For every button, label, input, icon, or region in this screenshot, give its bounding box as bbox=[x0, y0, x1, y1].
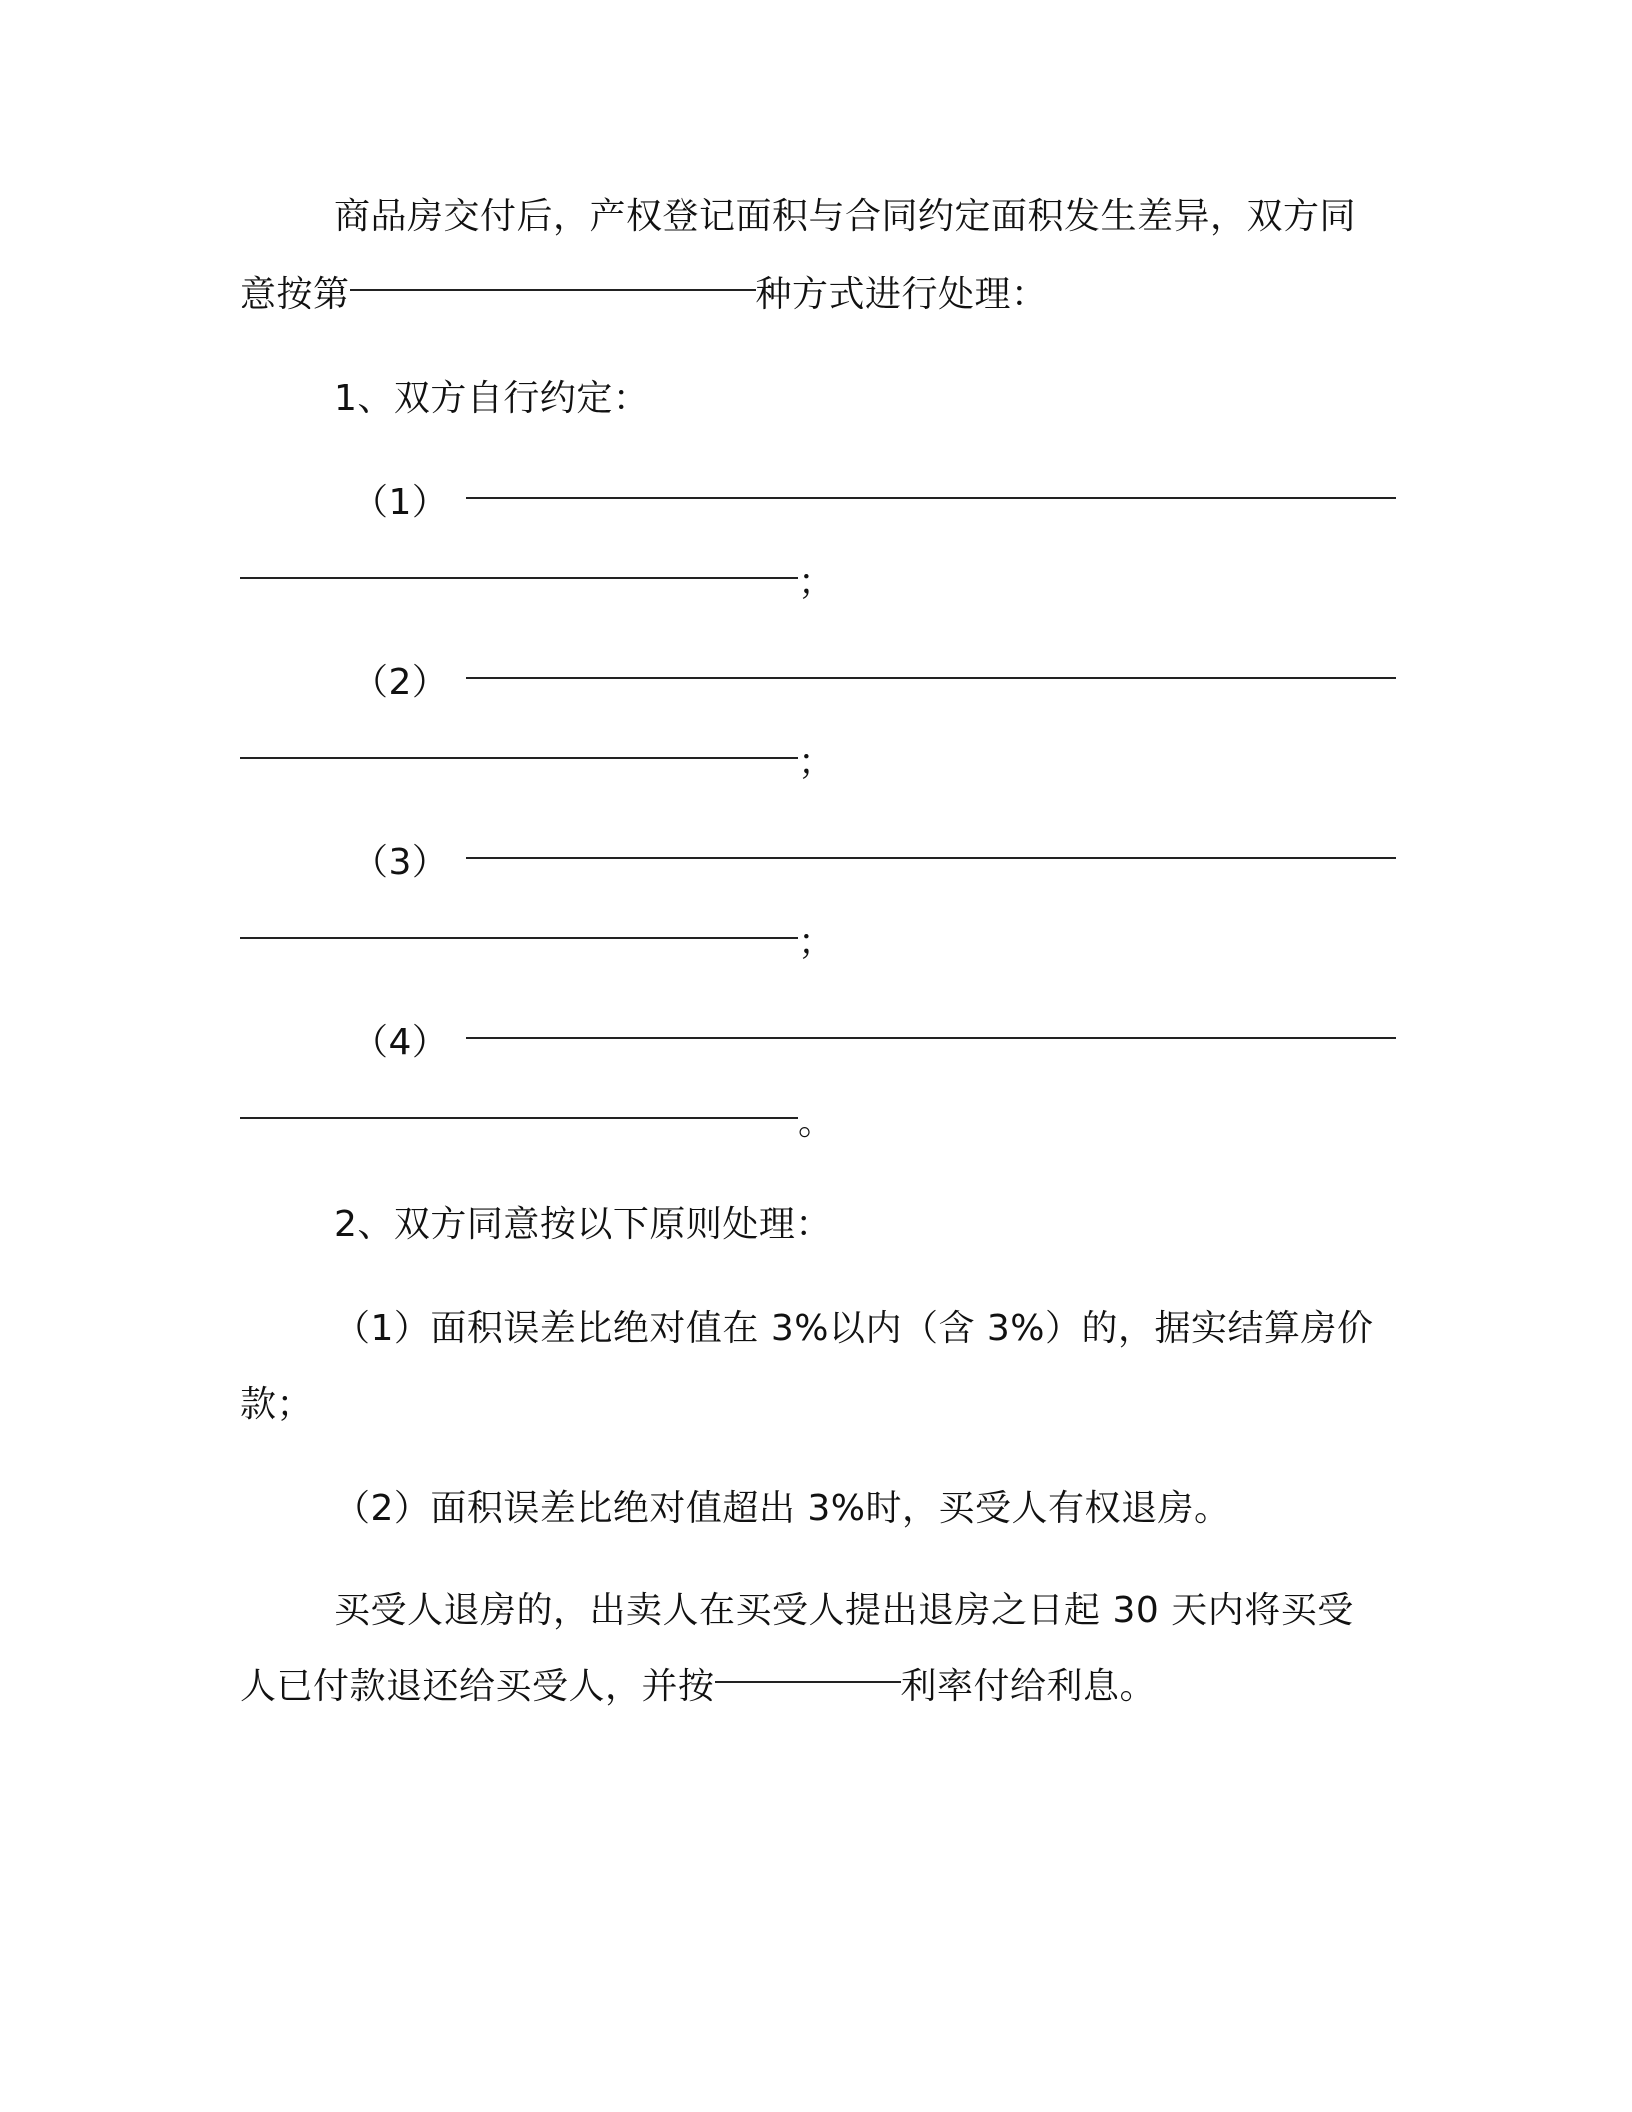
agreement-item-3 bbox=[352, 824, 1396, 902]
method-choice-blank[interactable] bbox=[350, 289, 756, 291]
agreement-item-1 bbox=[352, 464, 1396, 542]
agreement-item-3-end: ； bbox=[798, 922, 835, 963]
refund-line-2 bbox=[240, 1648, 1156, 1726]
refund-line-1 bbox=[334, 1572, 1354, 1650]
intro-text-1: 商品房交付后，产权登记面积与合同约定面积发生差异，双方同 bbox=[334, 196, 1357, 237]
principle-item-1-text: （1）面积误差比绝对值在 3%以内（含 3%）的，据实结算房价 bbox=[334, 1308, 1374, 1349]
intro-line-2 bbox=[240, 256, 1048, 334]
agreement-item-1-label: （1） bbox=[352, 482, 449, 523]
principle-item-1-text-cont: 款； bbox=[240, 1384, 314, 1425]
section2-heading-text: 2、双方同意按以下原则处理： bbox=[334, 1204, 832, 1245]
agreement-item-1-blank-cont[interactable] bbox=[240, 577, 798, 579]
agreement-item-4 bbox=[352, 1004, 1396, 1082]
agreement-item-1-cont bbox=[240, 544, 835, 622]
intro-text-2-pre: 意按第 bbox=[240, 274, 350, 315]
refund-text-2-post: 利率付给利息。 bbox=[900, 1666, 1157, 1707]
section1-heading bbox=[334, 360, 649, 438]
agreement-item-2 bbox=[352, 644, 1396, 722]
agreement-item-2-end: ； bbox=[798, 742, 835, 783]
agreement-item-4-blank-cont[interactable] bbox=[240, 1117, 798, 1119]
section2-heading bbox=[334, 1186, 832, 1264]
agreement-item-4-end: 。 bbox=[798, 1102, 835, 1143]
agreement-item-4-cont bbox=[240, 1084, 835, 1162]
principle-item-2 bbox=[334, 1470, 1230, 1548]
section1-heading-text: 1、双方自行约定： bbox=[334, 378, 650, 419]
interest-rate-blank[interactable] bbox=[715, 1681, 901, 1683]
refund-text-2-pre: 人已付款退还给买受人，并按 bbox=[240, 1666, 715, 1707]
agreement-item-2-blank[interactable] bbox=[466, 677, 1396, 679]
principle-item-1 bbox=[334, 1290, 1374, 1368]
agreement-item-3-blank[interactable] bbox=[466, 857, 1396, 859]
refund-text-1: 买受人退房的，出卖人在买受人提出退房之日起 30 天内将买受 bbox=[334, 1590, 1354, 1631]
agreement-item-3-cont bbox=[240, 904, 835, 982]
agreement-item-3-label: （3） bbox=[352, 842, 449, 883]
agreement-item-2-label: （2） bbox=[352, 662, 449, 703]
agreement-item-4-label: （4） bbox=[352, 1022, 449, 1063]
agreement-item-4-blank[interactable] bbox=[466, 1037, 1396, 1039]
intro-line-1 bbox=[334, 178, 1356, 256]
agreement-item-1-end: ； bbox=[798, 562, 835, 603]
principle-item-1-cont bbox=[240, 1366, 313, 1444]
agreement-item-3-blank-cont[interactable] bbox=[240, 937, 798, 939]
agreement-item-2-cont bbox=[240, 724, 835, 802]
agreement-item-1-blank[interactable] bbox=[466, 497, 1396, 499]
intro-text-2-post: 种方式进行处理： bbox=[755, 274, 1048, 315]
agreement-item-2-blank-cont[interactable] bbox=[240, 757, 798, 759]
principle-item-2-text: （2）面积误差比绝对值超出 3%时，买受人有权退房。 bbox=[334, 1488, 1231, 1529]
